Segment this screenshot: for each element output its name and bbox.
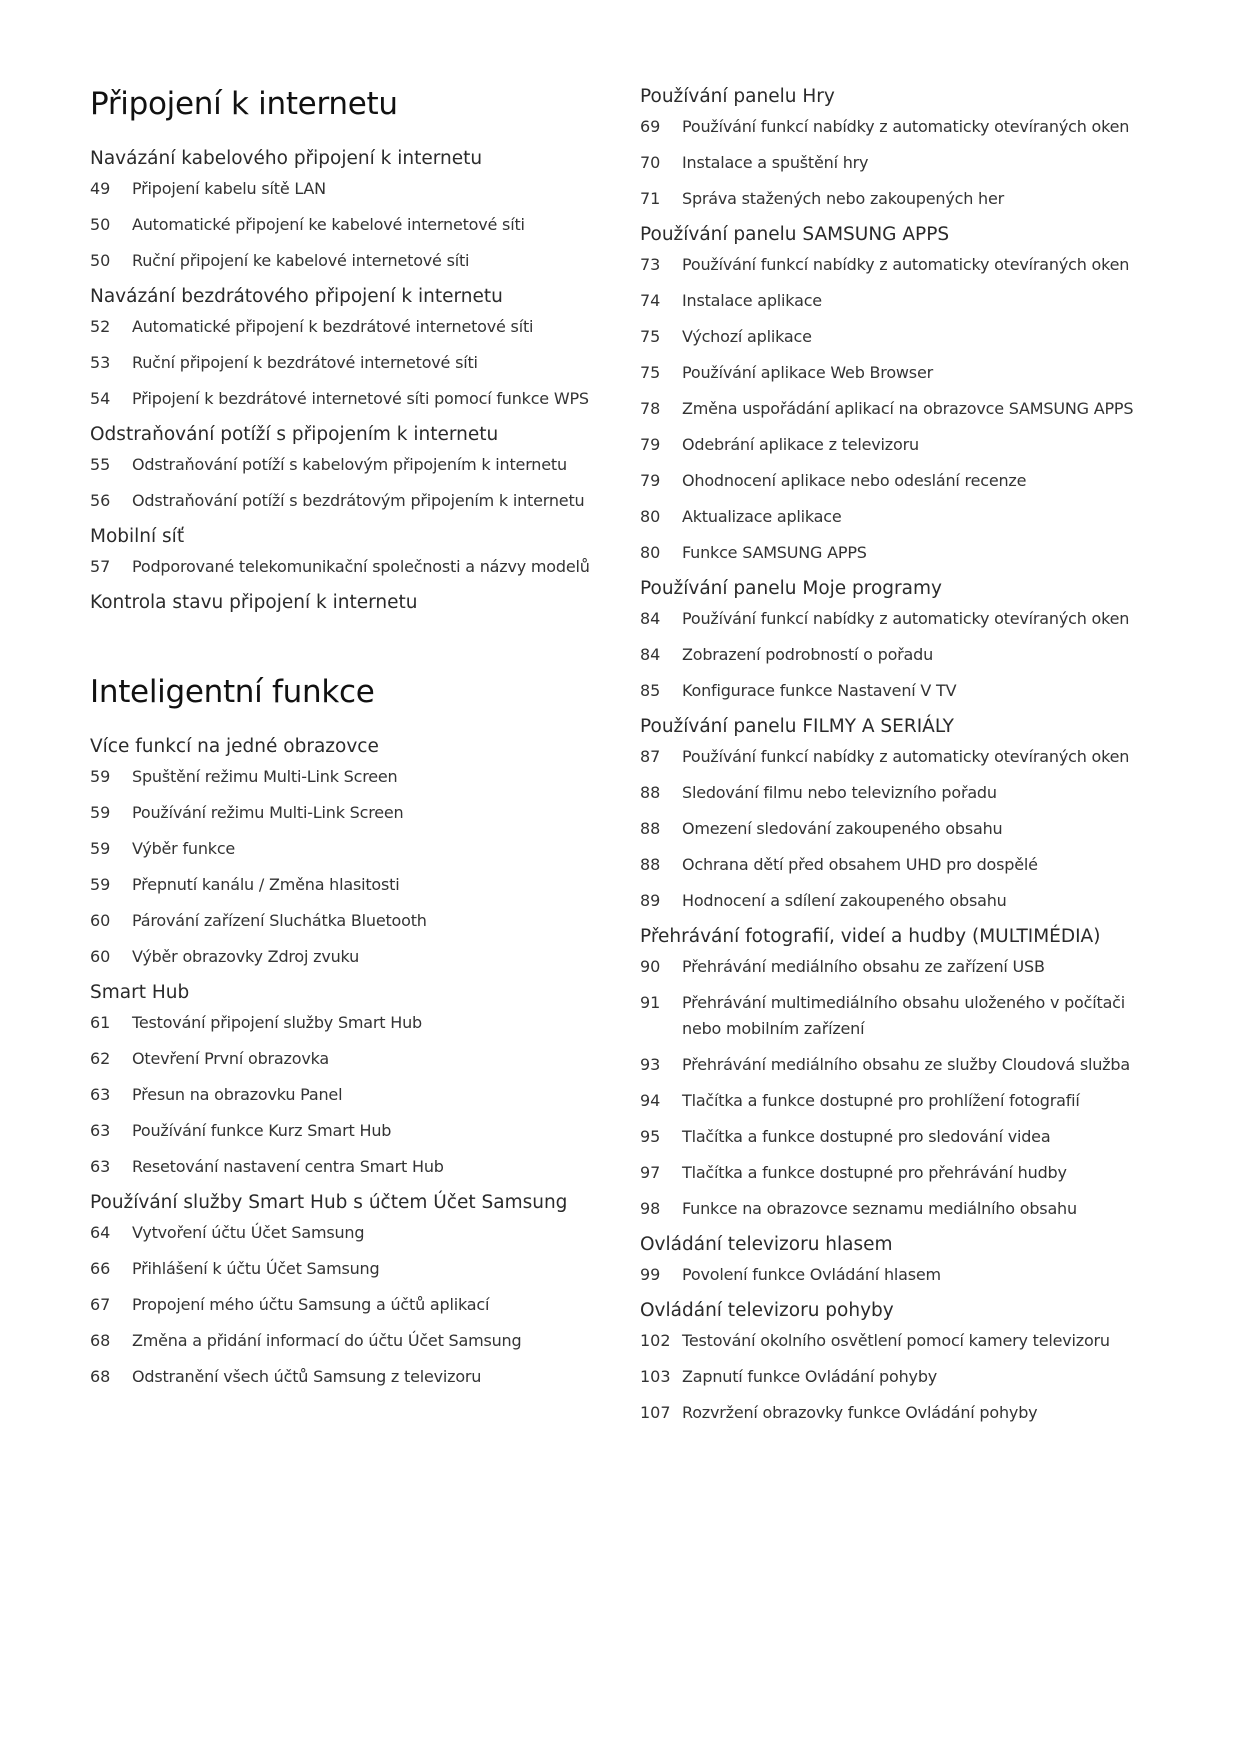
- toc-entry[interactable]: [640, 504, 1160, 530]
- toc-entry[interactable]: [640, 1160, 1160, 1186]
- entry-label: Přepnutí kanálu / Změna hlasitosti: [132, 875, 400, 894]
- page-number: 57: [90, 557, 111, 576]
- entry-label: Změna uspořádání aplikací na obrazovce SAMSUNG APPS: [682, 399, 1134, 418]
- toc-section: [640, 576, 1160, 704]
- left-column: [90, 84, 610, 1400]
- toc-entry[interactable]: [90, 764, 610, 790]
- toc-section: [90, 590, 610, 616]
- section-title[interactable]: Smart Hub: [90, 982, 190, 1003]
- entry-label: Používání funkcí nabídky z automaticky otevíraných oken: [682, 255, 1130, 274]
- toc-entry[interactable]: [640, 744, 1160, 770]
- page-number: 88: [640, 855, 661, 874]
- page-number: 69: [640, 117, 661, 136]
- page-number: 60: [90, 911, 111, 930]
- entry-label: Odstranění všech účtů Samsung z televizoru: [132, 1367, 482, 1386]
- page-number: 68: [90, 1331, 111, 1350]
- entry-label: Propojení mého účtu Samsung a účtů aplikací: [132, 1295, 490, 1314]
- toc-entry[interactable]: [640, 252, 1160, 278]
- toc-entry[interactable]: [90, 800, 610, 826]
- toc-entry[interactable]: [640, 816, 1160, 842]
- toc-entry[interactable]: [90, 1220, 610, 1246]
- toc-entry[interactable]: [640, 360, 1160, 386]
- page-number: 56: [90, 491, 111, 510]
- chapter-title: Připojení k internetu: [90, 86, 398, 122]
- page-number: 73: [640, 255, 661, 274]
- page-number: 79: [640, 435, 661, 454]
- entry-label: Resetování nastavení centra Smart Hub: [132, 1157, 444, 1176]
- page-number: 60: [90, 947, 111, 966]
- toc-entry[interactable]: [640, 1088, 1160, 1114]
- section-title[interactable]: Navázání bezdrátového připojení k internetu: [90, 286, 503, 307]
- entry-label: Zapnutí funkce Ovládání pohyby: [682, 1367, 938, 1386]
- entry-label: Podporované telekomunikační společnosti a názvy modelů: [132, 557, 590, 576]
- toc-entry[interactable]: [640, 1262, 1160, 1288]
- page-number: 49: [90, 179, 111, 198]
- page-number: 71: [640, 189, 661, 208]
- entry-label: Výchozí aplikace: [682, 327, 812, 346]
- toc-entry[interactable]: [640, 606, 1160, 632]
- page-number: 79: [640, 471, 661, 490]
- entry-label: Zobrazení podrobností o pořadu: [682, 645, 934, 664]
- section-title[interactable]: Navázání kabelového připojení k internetu: [90, 148, 483, 169]
- entry-label: Přehrávání mediálního obsahu ze služby Cloudová služba: [682, 1055, 1130, 1074]
- toc-entry[interactable]: [640, 468, 1160, 494]
- toc-entry[interactable]: [640, 288, 1160, 314]
- toc-entry[interactable]: [640, 1400, 1160, 1426]
- entry-label: Používání funkcí nabídky z automaticky otevíraných oken: [682, 609, 1130, 628]
- page-number: 88: [640, 783, 661, 802]
- toc-entry[interactable]: [90, 1292, 610, 1318]
- toc-entry[interactable]: [640, 990, 1160, 1042]
- entry-label: Sledování filmu nebo televizního pořadu: [682, 783, 997, 802]
- page-number: 61: [90, 1013, 111, 1032]
- section-title[interactable]: Více funkcí na jedné obrazovce: [90, 736, 379, 757]
- section-title[interactable]: Odstraňování potíží s připojením k internetu: [90, 424, 499, 445]
- section-title[interactable]: Kontrola stavu připojení k internetu: [90, 592, 418, 613]
- entry-label: Přihlášení k účtu Účet Samsung: [132, 1259, 380, 1278]
- entry-label: Instalace aplikace: [682, 291, 822, 310]
- entry-label: Ohodnocení aplikace nebo odeslání recenze: [682, 471, 1027, 490]
- section-title[interactable]: Mobilní síť: [90, 526, 185, 547]
- page-number: 66: [90, 1259, 111, 1278]
- entry-label: Testování připojení služby Smart Hub: [132, 1013, 422, 1032]
- entry-label: Instalace a spuštění hry: [682, 153, 869, 172]
- entry-label: Konfigurace funkce Nastavení V TV: [682, 681, 957, 700]
- page-number: 64: [90, 1223, 111, 1242]
- page-number: 91: [640, 993, 661, 1012]
- section-title[interactable]: Používání panelu FILMY A SERIÁLY: [640, 716, 954, 737]
- section-title[interactable]: Přehrávání fotografií, videí a hudby (MULTIMÉDIA): [640, 926, 1101, 947]
- entry-label: Vytvoření účtu Účet Samsung: [132, 1223, 365, 1242]
- entry-label: Přehrávání multimediálního obsahu uloženého v počítači nebo mobilním zařízení: [682, 993, 1126, 1038]
- toc-section: [640, 924, 1160, 1222]
- toc-entry[interactable]: [640, 432, 1160, 458]
- chapter: [90, 84, 610, 616]
- page-number: 85: [640, 681, 661, 700]
- page-number: 103: [640, 1367, 671, 1386]
- page-number: 93: [640, 1055, 661, 1074]
- page-number: 97: [640, 1163, 661, 1182]
- section-title[interactable]: Používání služby Smart Hub s účtem Účet Samsung: [90, 1192, 568, 1213]
- page-number: 107: [640, 1403, 671, 1422]
- toc-entry[interactable]: [640, 150, 1160, 176]
- entry-label: Otevření První obrazovka: [132, 1049, 329, 1068]
- toc-entry[interactable]: [90, 1154, 610, 1180]
- toc-entry[interactable]: [640, 1328, 1160, 1354]
- toc-entry[interactable]: [90, 452, 610, 478]
- entry-label: Funkce na obrazovce seznamu mediálního obsahu: [682, 1199, 1077, 1218]
- page-number: 59: [90, 767, 111, 786]
- section-title[interactable]: Ovládání televizoru pohyby: [640, 1300, 894, 1321]
- entry-label: Spuštění režimu Multi-Link Screen: [132, 767, 398, 786]
- page-number: 50: [90, 251, 111, 270]
- entry-label: Ochrana dětí před obsahem UHD pro dospělé: [682, 855, 1038, 874]
- entry-label: Přehrávání mediálního obsahu ze zařízení USB: [682, 957, 1045, 976]
- page-number: 95: [640, 1127, 661, 1146]
- toc-entry[interactable]: [640, 954, 1160, 980]
- page-number: 80: [640, 543, 661, 562]
- entry-label: Funkce SAMSUNG APPS: [682, 543, 867, 562]
- toc-entry[interactable]: [90, 1046, 610, 1072]
- toc-entry[interactable]: [640, 186, 1160, 212]
- toc-section: [90, 146, 610, 274]
- toc-entry[interactable]: [640, 642, 1160, 668]
- toc-entry[interactable]: [90, 176, 610, 202]
- page-number: 68: [90, 1367, 111, 1386]
- entry-label: Povolení funkce Ovládání hlasem: [682, 1265, 941, 1284]
- toc-entry[interactable]: [90, 1328, 610, 1354]
- toc-section: [640, 222, 1160, 566]
- entry-label: Testování okolního osvětlení pomocí kamery televizoru: [682, 1331, 1110, 1350]
- page-number: 63: [90, 1157, 111, 1176]
- section-title[interactable]: Ovládání televizoru hlasem: [640, 1234, 893, 1255]
- section-title[interactable]: Používání panelu Moje programy: [640, 578, 942, 599]
- entry-label: Výběr obrazovky Zdroj zvuku: [132, 947, 360, 966]
- page-number: 80: [640, 507, 661, 526]
- entry-label: Odstraňování potíží s bezdrátovým připojením k internetu: [132, 491, 585, 510]
- page-number: 99: [640, 1265, 661, 1284]
- toc-entry[interactable]: [90, 248, 610, 274]
- page-number: 59: [90, 875, 111, 894]
- toc-entry[interactable]: [640, 540, 1160, 566]
- toc-entry[interactable]: [90, 944, 610, 970]
- toc-entry[interactable]: [640, 114, 1160, 140]
- page-number: 75: [640, 327, 661, 346]
- toc-entry[interactable]: [640, 1196, 1160, 1222]
- page-number: 70: [640, 153, 661, 172]
- toc-entry[interactable]: [640, 888, 1160, 914]
- page-number: 102: [640, 1331, 671, 1350]
- page-number: 63: [90, 1085, 111, 1104]
- toc-entry[interactable]: [90, 554, 610, 580]
- section-title[interactable]: Používání panelu Hry: [640, 86, 835, 107]
- page-number: 67: [90, 1295, 111, 1314]
- page-number: 52: [90, 317, 111, 336]
- toc-section: [90, 524, 610, 580]
- entry-label: Používání funkcí nabídky z automaticky otevíraných oken: [682, 747, 1130, 766]
- entry-label: Tlačítka a funkce dostupné pro přehrávání hudby: [682, 1163, 1067, 1182]
- entry-label: Hodnocení a sdílení zakoupeného obsahu: [682, 891, 1007, 910]
- toc-entry[interactable]: [640, 1052, 1160, 1078]
- toc-section: [90, 422, 610, 514]
- entry-label: Ruční připojení ke kabelové internetové síti: [132, 251, 470, 270]
- entry-label: Přesun na obrazovku Panel: [132, 1085, 343, 1104]
- entry-label: Odebrání aplikace z televizoru: [682, 435, 919, 454]
- entry-label: Správa stažených nebo zakoupených her: [682, 189, 1004, 208]
- toc-entry[interactable]: [90, 350, 610, 376]
- toc-entry[interactable]: [640, 852, 1160, 878]
- entry-label: Tlačítka a funkce dostupné pro sledování videa: [682, 1127, 1051, 1146]
- toc-section: [90, 284, 610, 412]
- chapter-title: Inteligentní funkce: [90, 674, 375, 710]
- toc-entry[interactable]: [90, 488, 610, 514]
- right-column: [640, 84, 1160, 1436]
- toc-entry[interactable]: [90, 908, 610, 934]
- toc-section: [90, 980, 610, 1180]
- chapter: [90, 672, 610, 1390]
- entry-label: Používání funkcí nabídky z automaticky otevíraných oken: [682, 117, 1130, 136]
- toc-entry[interactable]: [90, 212, 610, 238]
- entry-label: Ruční připojení k bezdrátové internetové síti: [132, 353, 478, 372]
- page-number: 53: [90, 353, 111, 372]
- page-number: 63: [90, 1121, 111, 1140]
- entry-label: Aktualizace aplikace: [682, 507, 842, 526]
- toc-entry[interactable]: [90, 1010, 610, 1036]
- toc-entry[interactable]: [640, 1364, 1160, 1390]
- toc-entry[interactable]: [640, 324, 1160, 350]
- entry-label: Tlačítka a funkce dostupné pro prohlížení fotografií: [682, 1091, 1080, 1110]
- toc-entry[interactable]: [640, 780, 1160, 806]
- entry-label: Odstraňování potíží s kabelovým připojením k internetu: [132, 455, 567, 474]
- toc-entry[interactable]: [90, 1364, 610, 1390]
- page-number: 90: [640, 957, 661, 976]
- page-number: 84: [640, 609, 661, 628]
- page-number: 98: [640, 1199, 661, 1218]
- entry-label: Používání funkce Kurz Smart Hub: [132, 1121, 392, 1140]
- toc-entry[interactable]: [640, 678, 1160, 704]
- entry-label: Změna a přidání informací do účtu Účet Samsung: [132, 1331, 522, 1350]
- entry-label: Používání režimu Multi-Link Screen: [132, 803, 404, 822]
- page-number: 50: [90, 215, 111, 234]
- section-title[interactable]: Používání panelu SAMSUNG APPS: [640, 224, 950, 245]
- page-number: 54: [90, 389, 111, 408]
- toc-entry[interactable]: [90, 872, 610, 898]
- entry-label: Výběr funkce: [132, 839, 236, 858]
- toc-entry[interactable]: [90, 836, 610, 862]
- entry-label: Rozvržení obrazovky funkce Ovládání pohyby: [682, 1403, 1038, 1422]
- toc-entry[interactable]: [90, 314, 610, 340]
- toc-entry[interactable]: [90, 1256, 610, 1282]
- page-number: 88: [640, 819, 661, 838]
- page-number: 59: [90, 803, 111, 822]
- toc-entry[interactable]: [640, 1124, 1160, 1150]
- page-number: 75: [640, 363, 661, 382]
- page-number: 55: [90, 455, 111, 474]
- toc-section: [640, 1298, 1160, 1426]
- toc-section: [640, 714, 1160, 914]
- page-number: 84: [640, 645, 661, 664]
- toc-section: [90, 1190, 610, 1390]
- toc-section: [640, 84, 1160, 212]
- entry-label: Připojení kabelu sítě LAN: [132, 179, 326, 198]
- entry-label: Připojení k bezdrátové internetové síti pomocí funkce WPS: [132, 389, 589, 408]
- entry-label: Automatické připojení k bezdrátové internetové síti: [132, 317, 534, 336]
- page-number: 62: [90, 1049, 111, 1068]
- page-number: 78: [640, 399, 661, 418]
- toc-section: [90, 734, 610, 970]
- entry-label: Párování zařízení Sluchátka Bluetooth: [132, 911, 427, 930]
- toc-section: [640, 1232, 1160, 1288]
- toc-entry[interactable]: [90, 1118, 610, 1144]
- entry-label: Omezení sledování zakoupeného obsahu: [682, 819, 1003, 838]
- toc-entry[interactable]: [90, 1082, 610, 1108]
- entry-label: Používání aplikace Web Browser: [682, 363, 933, 382]
- page-number: 74: [640, 291, 661, 310]
- page-number: 94: [640, 1091, 661, 1110]
- page-number: 59: [90, 839, 111, 858]
- toc-entry[interactable]: [640, 396, 1160, 422]
- page-number: 89: [640, 891, 661, 910]
- toc-entry[interactable]: [90, 386, 610, 412]
- page-number: 87: [640, 747, 661, 766]
- entry-label: Automatické připojení ke kabelové internetové síti: [132, 215, 525, 234]
